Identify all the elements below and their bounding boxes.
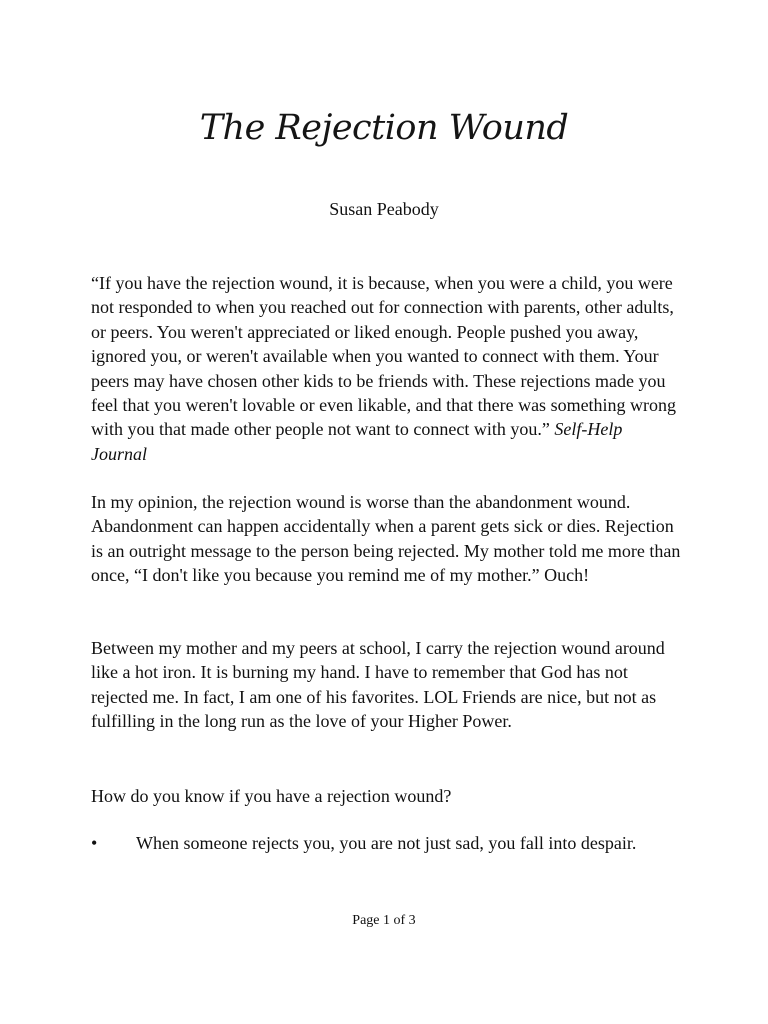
page-number-footer: Page 1 of 3 (352, 913, 416, 928)
paragraph-opinion: In my opinion, the rejection wound is worse than the abandonment wound. Abandonment can happen accidentally when a parent gets sick or dies. Rejection is an outright message to the person being rejected. My mother told me more than once, “I don't like you because you remind me of my mother.” Ouch! (91, 492, 681, 586)
paragraph-quote (91, 271, 681, 466)
bullet-icon: • (91, 833, 98, 853)
paragraph-quote-source: Self-Help Journal (91, 419, 623, 464)
paragraph-peers: Between my mother and my peers at school, I carry the rejection wound around like a hot iron. It is burning my hand. I have to remember that God has not rejected me. In fact, I am one of his favorites. LOL Friends are nice, but not as fulfilling in the long run as the love of your Higher Power. (91, 638, 665, 732)
bullet-text: When someone rejects you, you are not just sad, you fall into despair. (136, 833, 637, 853)
paragraph-question: How do you know if you have a rejection wound? (91, 786, 452, 806)
paragraph-quote-text: “If you have the rejection wound, it is because, when you were a child, you were not responded to when you reached out for connection with parents, other adults, or peers. You weren't appreciated or liked enough. People pushed you away, ignored you, or weren't available when you wanted to connect with them. Your peers may have chosen other kids to be friends with. These rejections made you feel that you weren't lovable or even likable, and that there was something wrong with you that made other people not want to connect with you.” (91, 273, 677, 440)
document-title: The Rejection Wound (199, 108, 569, 148)
document-author: Susan Peabody (329, 199, 439, 219)
